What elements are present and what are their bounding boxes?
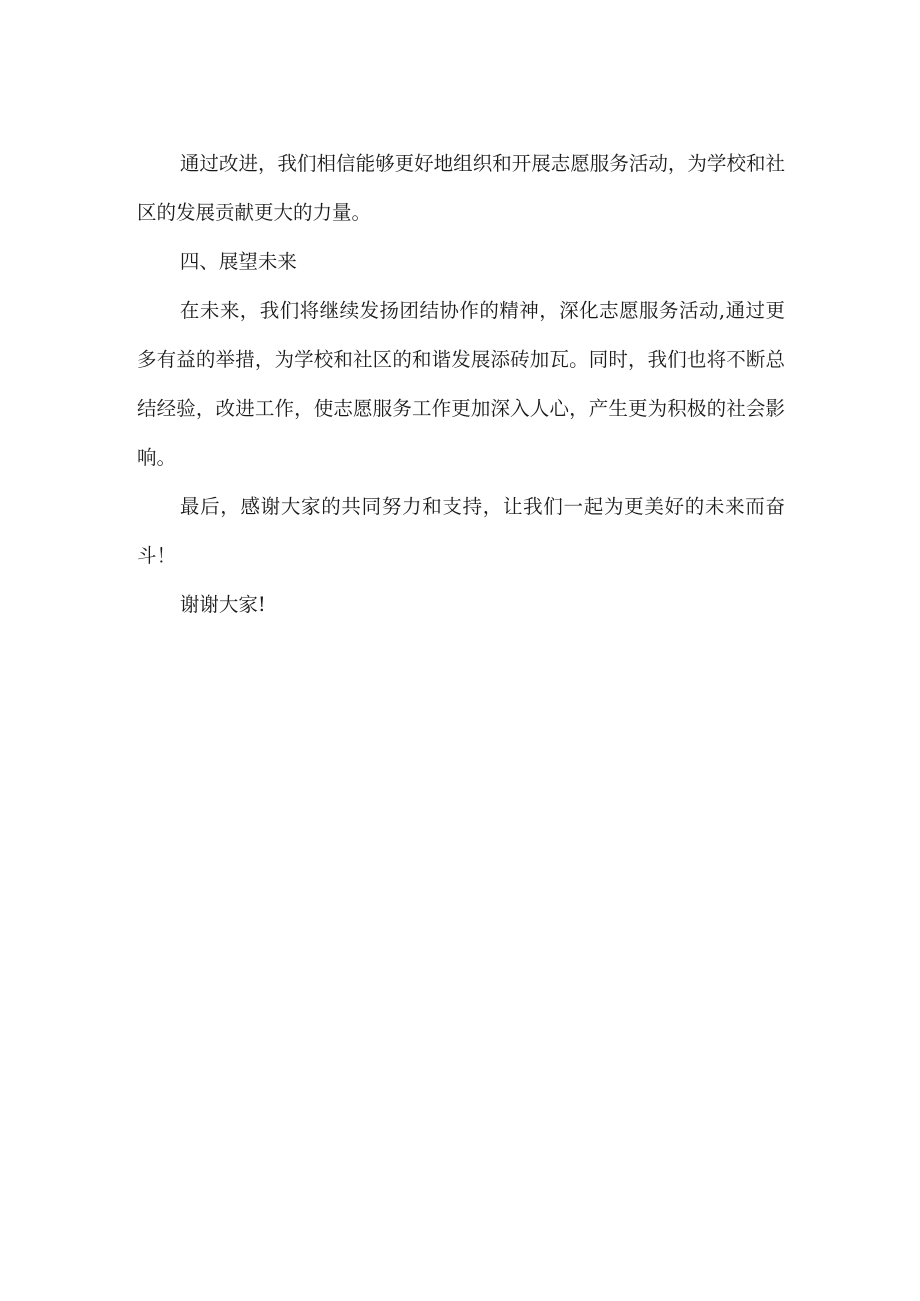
section-heading-outlook: 四、展望未来 xyxy=(179,250,297,273)
document-body xyxy=(137,139,785,629)
paragraph-future: 在未来，我们将继续发扬团结协作的精神，深化志愿服务活动,通过更多有益的举措，为学校和社区的和谐发展添砖加瓦。同时，我们也将不断总结经验，改进工作，使志愿服务工作更加深入人心，产生更为积极的社会影响。 xyxy=(137,299,785,469)
paragraph-closing: 谢谢大家! xyxy=(179,593,266,616)
paragraph-thanks-effort: 最后，感谢大家的共同努力和支持，让我们一起为更美好的未来而奋斗！ xyxy=(137,495,785,567)
paragraph-improvement: 通过改进，我们相信能够更好地组织和开展志愿服务活动，为学校和社区的发展贡献更大的力量。 xyxy=(137,152,785,224)
